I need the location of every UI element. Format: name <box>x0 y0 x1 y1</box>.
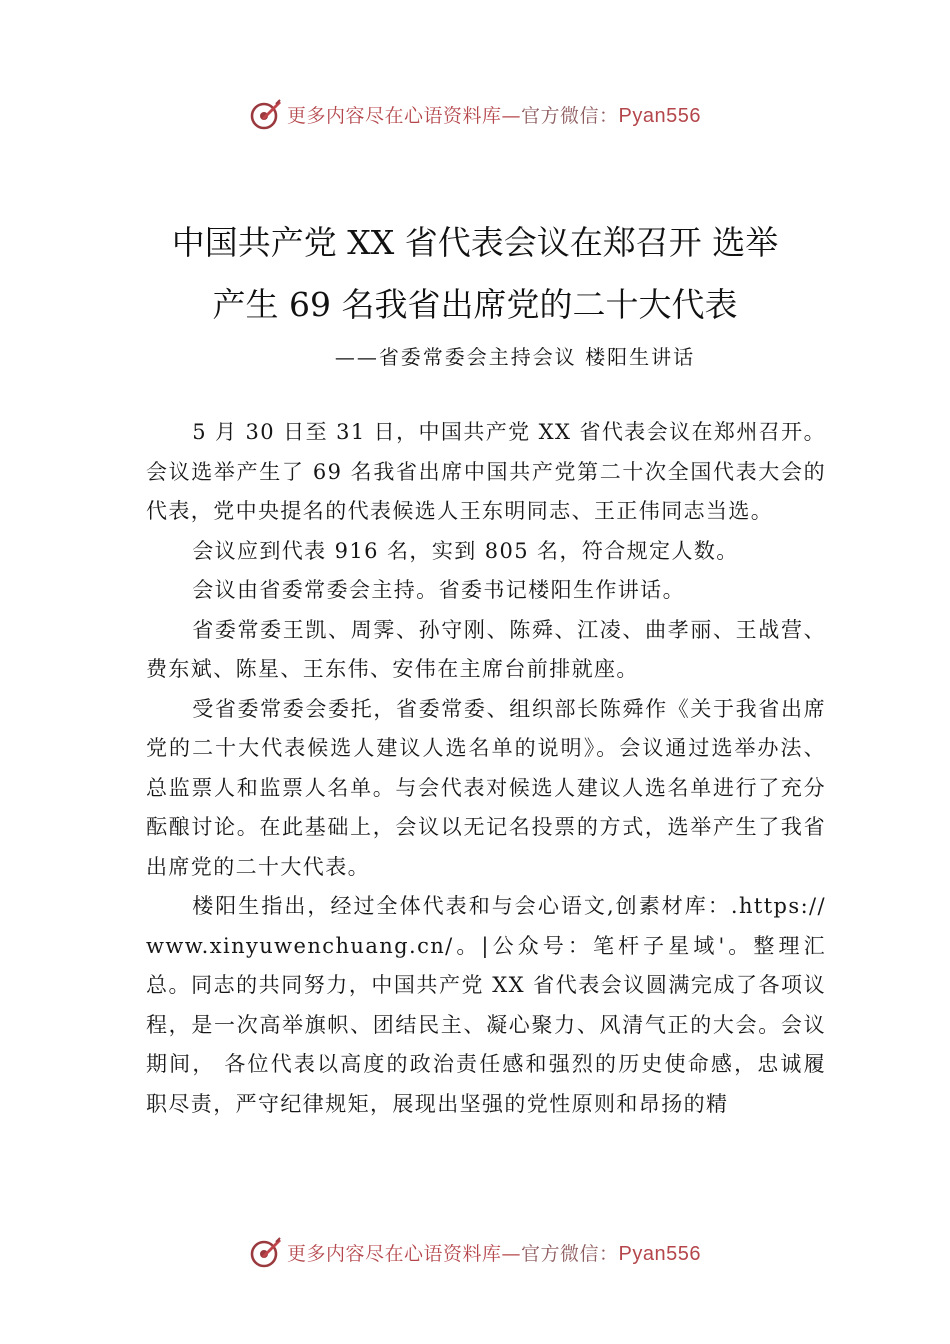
document-subtitle: ——省委常委会主持会议 楼阳生讲话 <box>334 345 696 369</box>
paragraph-1: 5 月 30 日至 31 日，中国共产党 XX 省代表会议在郑州召开。会议选举产生了 69 名我省出席中国共产党第二十次全国代表大会的代表，党中央提名的代表候选人王东明同志、王正伟同志当选。 <box>146 420 826 523</box>
paragraph-2: 会议应到代表 916 名，实到 805 名，符合规定人数。 <box>192 538 739 563</box>
paragraph-4: 省委常委王凯、周霁、孙守刚、陈舜、江凌、曲孝丽、王战营、费东斌、陈星、王东伟、安伟在主席台前排就座。 <box>146 617 826 681</box>
paragraph-6: 楼阳生指出，经过全体代表和与会心语文,创素材库：.https://www.xinyuwenchuang.cn/。|公众号：笔杆子星域'。整理汇总。同志的共同努力，中国共产党 XX 省代表会议圆满完成了各项议程，是一次高举旗帜、团结民主、凝心聚力、风清气正的大会。会议期间， 各位代表以高度的政治责任感和强烈的历史使命感，忠诚履职尽责，严守纪律规矩，展现出坚强的党性原则和昂扬的精 <box>146 894 826 1116</box>
banner-text <box>287 101 701 128</box>
pen-logo-icon <box>249 97 283 131</box>
title-line-1: 中国共产党 XX 省代表会议在郑召开 选举 <box>171 223 779 262</box>
document-title <box>60 212 890 336</box>
banner-wechat-label: 官方微信： <box>521 104 619 127</box>
banner-wechat-id: Pyan556 <box>618 1242 701 1265</box>
banner-site: 更多内容尽在心语资料库 <box>287 104 502 127</box>
paragraph-3: 会议由省委常委会主持。省委书记楼阳生作讲话。 <box>192 578 685 602</box>
paragraph-5: 受省委常委会委托，省委常委、组织部长陈舜作《关于我省出席党的二十大代表候选人建议人选名单的说明》。会议通过选举办法、总监票人和监票人名单。与会代表对候选人建议人选名单进行了充分酝酿讨论。在此基础上，会议以无记名投票的方式，选举产生了我省出席党的二十大代表。 <box>146 696 826 879</box>
title-line-2: 产生 69 名我省出席党的二十大代表 <box>212 285 738 324</box>
banner-site: 更多内容尽在心语资料库 <box>287 1242 502 1265</box>
bottom-banner <box>0 1232 950 1272</box>
pen-logo-icon <box>249 1235 283 1269</box>
top-banner <box>0 94 950 134</box>
banner-text <box>287 1239 701 1266</box>
banner-wechat-label: 官方微信： <box>521 1242 619 1265</box>
banner-dash: — <box>501 104 522 127</box>
banner-dash: — <box>501 1242 522 1265</box>
banner-wechat-id: Pyan556 <box>618 104 701 127</box>
document-body <box>146 413 826 1124</box>
